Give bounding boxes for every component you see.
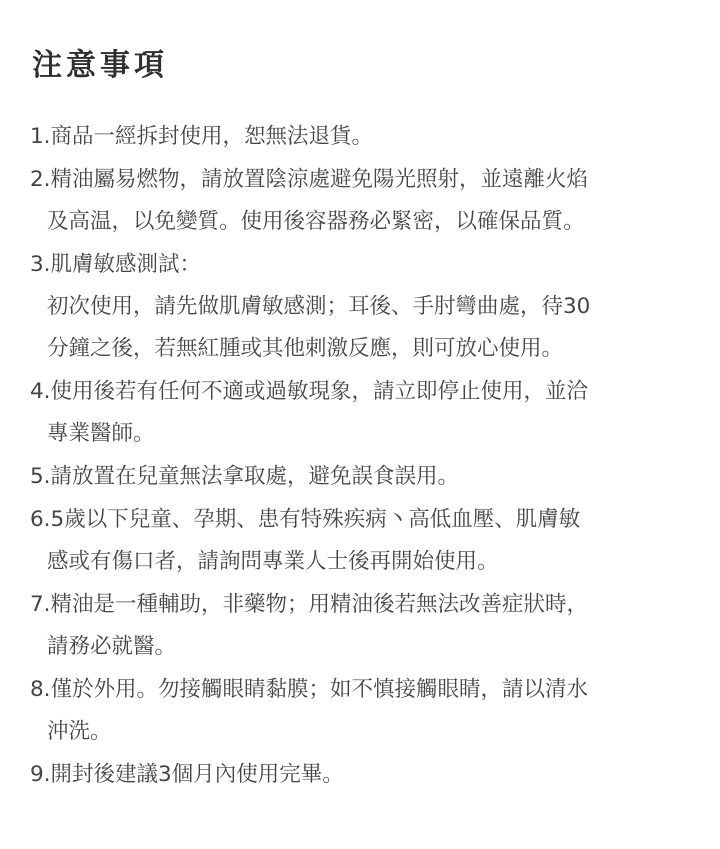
note-line: 6.5歲以下兒童、孕期、患有特殊疾病丶高低血壓、肌膚敏 [30, 507, 581, 532]
note-line: 專業醫師。 [47, 421, 155, 446]
note-line: 3.肌膚敏感測試： [30, 252, 202, 277]
note-line: 9.開封後建議3個月內使用完畢。 [30, 762, 344, 787]
note-line: 分鐘之後，若無紅腫或其他刺激反應，則可放心使用。 [47, 336, 564, 361]
note-line: 初次使用，請先做肌膚敏感測；耳後、手肘彎曲處，待30 [47, 294, 591, 319]
note-item-5 [30, 456, 690, 498]
note-item-2 [30, 159, 690, 243]
note-line: 1.商品一經拆封使用，恕無法退貨。 [30, 124, 374, 149]
page-title: 注意事項 [32, 48, 168, 83]
note-line: 4.使用後若有任何不適或過敏現象，請立即停止使用，並洽 [30, 379, 589, 404]
note-line: 7.精油是一種輔助，非藥物；用精油後若無法改善症狀時， [30, 592, 589, 617]
note-line: 及高温，以免變質。使用後容器務必緊密，以確保品質。 [47, 209, 585, 234]
note-item-6 [30, 499, 690, 583]
note-line: 感或有傷口者，請詢問專業人士後再開始使用。 [47, 549, 499, 574]
note-item-9 [30, 754, 690, 796]
note-item-4 [30, 371, 690, 455]
note-item-1 [30, 116, 690, 158]
note-line: 沖洗。 [47, 719, 112, 744]
note-item-3 [30, 244, 690, 370]
note-line: 2.精油屬易燃物，請放置陰涼處避免陽光照射，並遠離火焰 [30, 167, 589, 192]
note-item-7 [30, 584, 690, 668]
notes-list [30, 116, 690, 796]
note-item-8 [30, 669, 690, 753]
note-line: 請務必就醫。 [47, 634, 177, 659]
note-line: 8.僅於外用。勿接觸眼睛黏膜；如不慎接觸眼睛，請以清水 [30, 677, 589, 702]
note-line: 5.請放置在兒童無法拿取處，避免誤食誤用。 [30, 464, 460, 489]
